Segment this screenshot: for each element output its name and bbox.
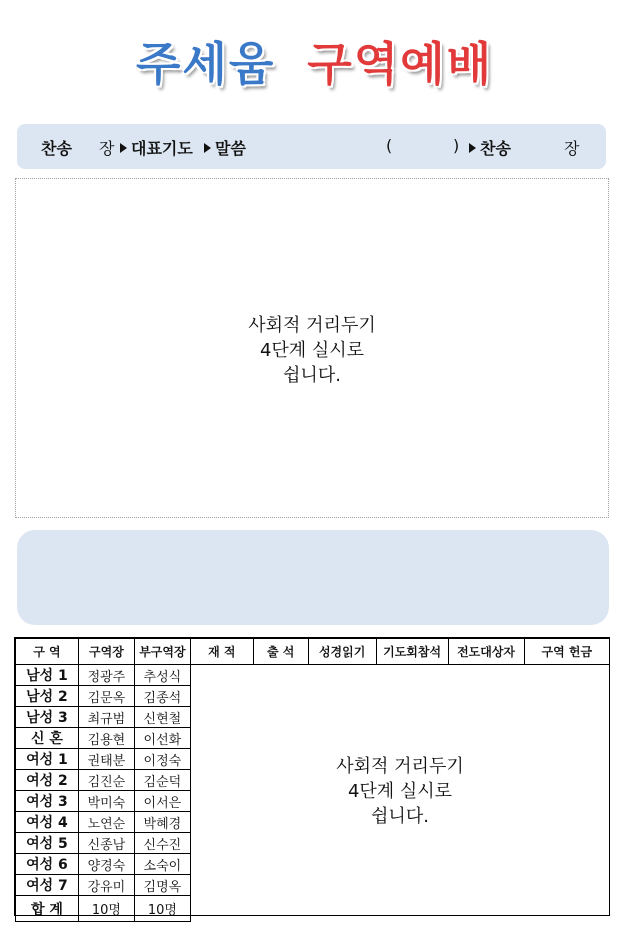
sub-leader-cell: 신수진 <box>134 833 190 854</box>
zone-cell: 여성 7 <box>16 875 79 896</box>
header-leader: 구역장 <box>78 639 134 665</box>
sub-leader-cell: 이선화 <box>134 728 190 749</box>
zone-cell: 여성 1 <box>16 749 79 770</box>
attendance-table <box>14 637 610 916</box>
leader-cell: 신종남 <box>78 833 134 854</box>
leader-cell: 김문옥 <box>78 686 134 707</box>
table-notice-text <box>191 754 609 829</box>
header-enrolled: 재 적 <box>190 639 253 665</box>
table-notice-line2: 4단계 실시로 <box>347 781 453 802</box>
hymn1-unit: 장 <box>99 139 115 158</box>
header-attendance: 출 석 <box>253 639 308 665</box>
zone-cell: 남성 2 <box>16 686 79 707</box>
leader-cell: 박미숙 <box>78 791 134 812</box>
paren-close: ) <box>453 136 460 155</box>
paren-open: ( <box>386 136 393 155</box>
zone-cell: 남성 1 <box>16 665 79 686</box>
leader-cell: 김용현 <box>78 728 134 749</box>
hymn2-unit: 장 <box>564 139 580 158</box>
prayer-item <box>120 136 193 159</box>
leader-cell: 최규범 <box>78 707 134 728</box>
sub-leader-cell: 이서은 <box>134 791 190 812</box>
header-offering: 구역 헌금 <box>524 639 609 665</box>
sub-leader-cell: 김순덕 <box>134 770 190 791</box>
arrow-right-icon <box>204 143 211 153</box>
zone-cell: 여성 4 <box>16 812 79 833</box>
total-sub-leader-cell: 10명 <box>134 896 190 922</box>
zone-cell: 여성 6 <box>16 854 79 875</box>
total-label-cell: 합 계 <box>16 896 79 922</box>
sermon-label: 말씀 <box>215 139 246 158</box>
sub-leader-cell: 신현철 <box>134 707 190 728</box>
zone-cell: 신 혼 <box>16 728 79 749</box>
table-notice-line1: 사회적 거리두기 <box>336 756 464 777</box>
zone-cell: 여성 2 <box>16 770 79 791</box>
header-evangelism: 전도대상자 <box>448 639 524 665</box>
title-part1: 주세움 <box>135 37 276 91</box>
notice-line1: 사회적 거리두기 <box>248 315 376 336</box>
leader-cell: 양경숙 <box>78 854 134 875</box>
arrow-right-icon <box>469 143 476 153</box>
notice-line3: 쉽니다. <box>283 365 341 386</box>
title-part2: 구역예배 <box>307 37 494 91</box>
page-title <box>0 28 629 94</box>
prayer-label: 대표기도 <box>131 139 193 158</box>
sub-leader-cell: 이정숙 <box>134 749 190 770</box>
table-header-row <box>16 639 610 665</box>
sub-leader-cell: 김명옥 <box>134 875 190 896</box>
notice-text <box>16 313 608 388</box>
header-zone: 구 역 <box>16 639 79 665</box>
hymn2-item <box>469 136 511 159</box>
zone-cell: 여성 5 <box>16 833 79 854</box>
header-bible-reading: 성경읽기 <box>308 639 376 665</box>
worship-order-bar <box>17 124 606 169</box>
hymn1-label: 찬송 <box>41 139 72 158</box>
total-leader-cell: 10명 <box>78 896 134 922</box>
header-prayer-meeting: 기도회참석 <box>376 639 448 665</box>
sub-leader-cell: 소숙이 <box>134 854 190 875</box>
arrow-right-icon <box>120 143 127 153</box>
notice-line2: 4단계 실시로 <box>259 340 365 361</box>
hymn2-label: 찬송 <box>480 139 511 158</box>
message-box <box>15 178 609 518</box>
zone-cell: 여성 3 <box>16 791 79 812</box>
leader-cell: 권태분 <box>78 749 134 770</box>
leader-cell: 노연순 <box>78 812 134 833</box>
leader-cell: 강유미 <box>78 875 134 896</box>
zone-cell: 남성 3 <box>16 707 79 728</box>
sub-leader-cell: 김종석 <box>134 686 190 707</box>
announcement-panel <box>17 530 609 625</box>
table-notice-line3: 쉽니다. <box>371 806 429 827</box>
sub-leader-cell: 박혜경 <box>134 812 190 833</box>
table-data-area <box>191 665 609 915</box>
sermon-item <box>204 136 246 159</box>
sub-leader-cell: 추성식 <box>134 665 190 686</box>
header-sub-leader: 부구역장 <box>134 639 190 665</box>
leader-cell: 정광주 <box>78 665 134 686</box>
leader-cell: 김진순 <box>78 770 134 791</box>
